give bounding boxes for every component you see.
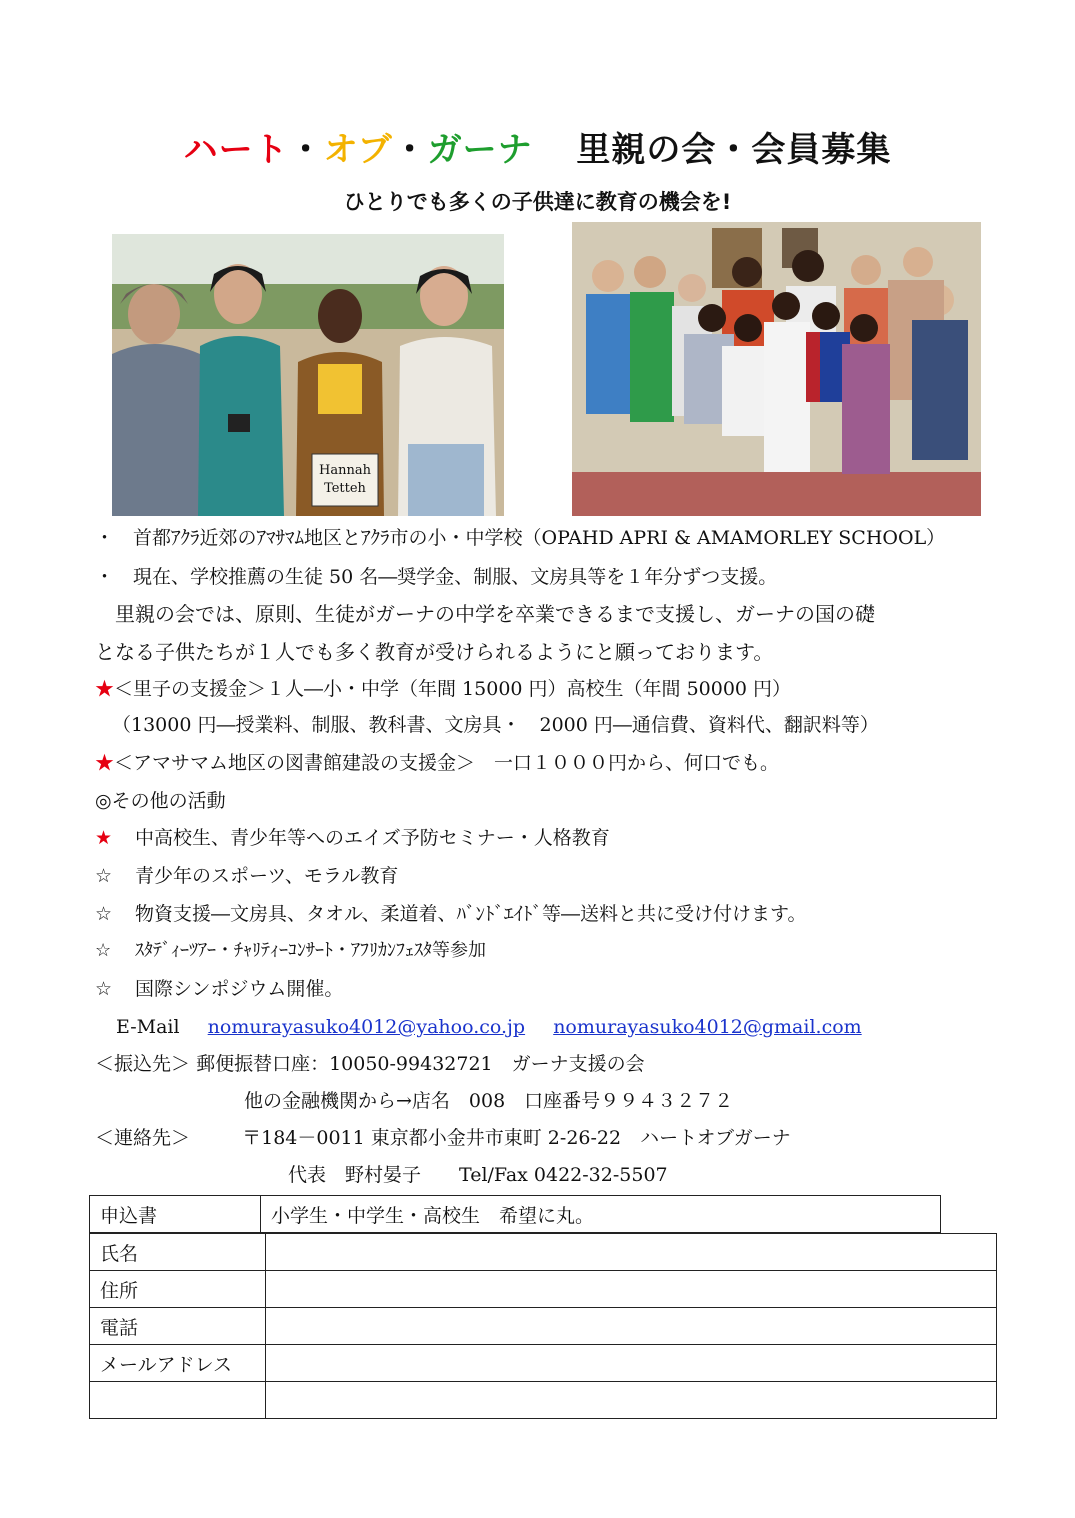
form-label: メールアドレス <box>90 1345 266 1382</box>
address-label: ＜連絡先＞ <box>95 1127 191 1149</box>
bullet-current-support: ・ 現在、学校推薦の生徒 50 名―奨学金、制服、文房具等を１年分ずつ支援。 <box>95 566 778 588</box>
fund-line <box>95 678 791 701</box>
title-part-heart: ハート <box>183 130 289 170</box>
page-title <box>0 122 1075 171</box>
form-label: 氏名 <box>90 1234 266 1271</box>
star-outline-icon: ☆ <box>95 940 112 961</box>
form-header-table <box>89 1195 941 1233</box>
fund-label: ＜里子の支援金＞１人―小・中学（年間 15000 円）高校生（年間 50000 円） <box>114 678 792 700</box>
photo-indoor-group <box>572 222 981 516</box>
title-part-ghana: ガーナ <box>427 130 533 170</box>
title-part-of: オブ <box>323 130 393 170</box>
address-field[interactable] <box>266 1271 997 1308</box>
title-rest: 里親の会・会員募集 <box>576 130 892 170</box>
star-outline-icon: ☆ <box>95 903 113 925</box>
form-label <box>90 1382 266 1419</box>
extra-field[interactable] <box>266 1382 997 1419</box>
form-row-address <box>90 1271 997 1308</box>
photo-indoor-illustration <box>572 222 981 516</box>
activity-item <box>95 940 486 962</box>
subtitle: ひとりでも多くの子供達に教育の機会を! <box>343 190 732 214</box>
activities-heading: ◎その他の活動 <box>95 790 226 812</box>
star-outline-icon: ☆ <box>95 978 113 1000</box>
library-text: ＜アマサマム地区の図書館建設の支援金＞ 一口１０００円から、何口でも。 <box>114 752 780 774</box>
star-icon: ★ <box>95 827 113 849</box>
transfer-label: ＜振込先＞ <box>95 1053 191 1075</box>
fund-detail: （13000 円―授業料、制服、教科書、文房具・ 2000 円―通信費、資料代、翻訳料等） <box>112 714 879 736</box>
activity-text: 物資支援―文房具、タオル、柔道着、ﾊﾞﾝﾄﾞｴｲﾄﾞ等―送料と共に受け付けます。 <box>135 903 807 925</box>
sign-line2: Tetteh <box>324 481 366 496</box>
phone-field[interactable] <box>266 1308 997 1345</box>
transfer-text: 郵便振替口座：10050-99432721 ガーナ支援の会 <box>196 1053 645 1075</box>
photo-outdoor-illustration <box>112 234 504 516</box>
name-field[interactable] <box>266 1234 997 1271</box>
email-label: E-Mail <box>116 1016 180 1038</box>
email-line <box>116 1016 862 1039</box>
form-row-extra <box>90 1382 997 1419</box>
transfer-other: 他の金融機関から→店名 008 口座番号９９４３２７２ <box>244 1090 734 1112</box>
activity-item <box>95 827 610 850</box>
address-text: 〒184－0011 東京都小金井市東町 2-26-22 ハートオブガーナ <box>242 1127 791 1149</box>
representative-line: 代表 野村晏子 Tel/Fax 0422-32-5507 <box>288 1164 668 1186</box>
library-line <box>95 752 779 775</box>
form-row-email <box>90 1345 997 1382</box>
activity-item <box>95 903 806 926</box>
activity-item <box>95 865 398 888</box>
bullet-schools: ・ 首都ｱｸﾗ近郊のｱﾏｻﾏﾑ地区とｱｸﾗ市の小・中学校（OPAHD APRI & AMAMORLEY SCHOOL） <box>95 527 946 549</box>
email-field[interactable] <box>266 1345 997 1382</box>
activity-text: 青少年のスポーツ、モラル教育 <box>135 865 399 887</box>
email-link-gmail[interactable]: nomurayasuko4012@gmail.com <box>553 1016 862 1038</box>
paragraph-line1: 里親の会では、原則、生徒がガーナの中学を卒業できるまで支援し、ガーナの国の礎 <box>95 602 875 626</box>
form-header-label: 申込書 <box>90 1196 261 1233</box>
form-row-name <box>90 1234 997 1271</box>
star-outline-icon: ☆ <box>95 865 113 887</box>
application-form <box>89 1233 997 1419</box>
form-label: 電話 <box>90 1308 266 1345</box>
address-line <box>95 1127 791 1150</box>
email-link-yahoo[interactable]: nomurayasuko4012@yahoo.co.jp <box>207 1016 526 1038</box>
star-icon: ★ <box>95 678 115 700</box>
star-icon: ★ <box>95 752 115 774</box>
paragraph-line2: となる子供たちが１人でも多く教育が受けられるようにと願っております。 <box>95 640 774 664</box>
transfer-line <box>95 1053 645 1076</box>
sign-line1: Hannah <box>319 463 371 478</box>
form-label: 住所 <box>90 1271 266 1308</box>
form-header-text: 小学生・中学生・高校生 希望に丸。 <box>261 1196 941 1233</box>
activity-text: ｽﾀﾃﾞｨｰﾂｱｰ・ﾁｬﾘﾃｨｰｺﾝｻｰﾄ・ｱﾌﾘｶﾝﾌｪｽﾀ等参加 <box>135 940 486 961</box>
title-part-dot2: ・ <box>392 130 428 170</box>
activity-text: 国際シンポジウム開催。 <box>135 978 344 1000</box>
title-part-dot1: ・ <box>288 130 324 170</box>
activity-item <box>95 978 343 1001</box>
form-row-phone <box>90 1308 997 1345</box>
photo-outdoor-group <box>112 234 504 516</box>
activity-text: 中高校生、青少年等へのエイズ予防セミナー・人格教育 <box>135 827 610 849</box>
